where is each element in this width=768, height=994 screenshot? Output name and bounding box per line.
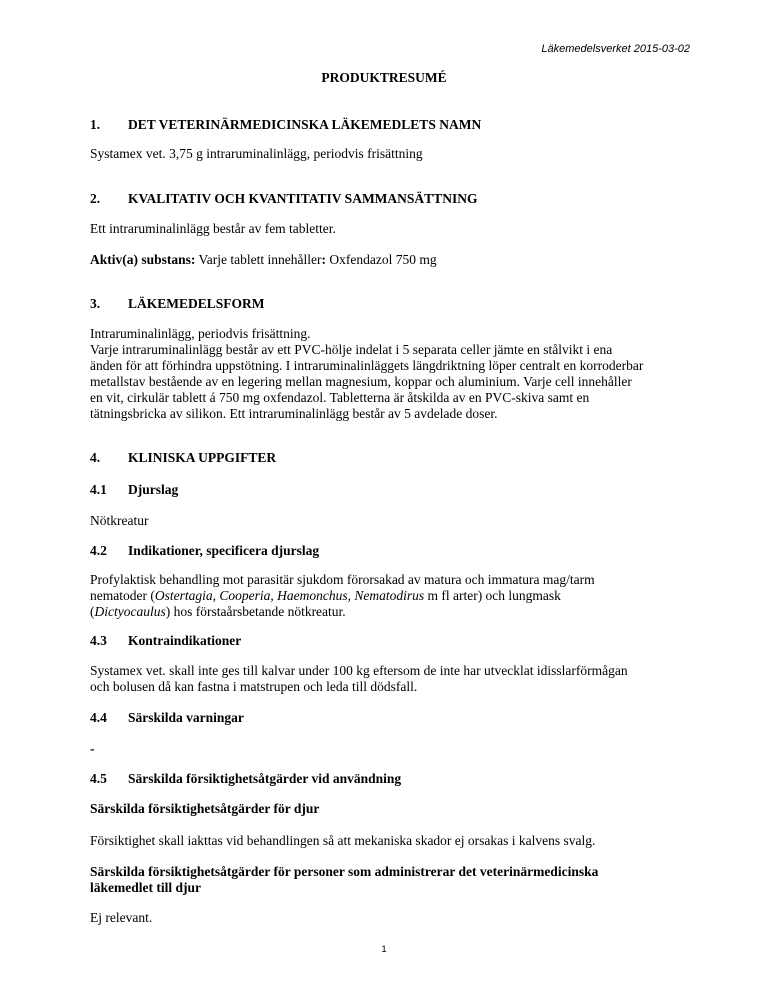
section-4-1-heading (90, 482, 690, 498)
paragraph-line: tätningsbricka av silikon. Ett intraruminalinlägg består av 5 avdelade doser. (90, 406, 498, 421)
text-run: ( (90, 604, 95, 619)
section-title: DET VETERINÄRMEDICINSKA LÄKEMEDLETS NAMN (128, 117, 482, 132)
section-number: 4.1 (90, 482, 107, 497)
precautions-persons-text: Ej relevant. (90, 910, 153, 925)
paragraph-line: Särskilda försiktighetsåtgärder för personer som administrerar det veterinärmedicinska (90, 864, 599, 879)
species-names-italic: Dictyocaulus (94, 604, 166, 619)
section-title: Kontraindikationer (128, 633, 242, 648)
text-run: nematoder ( (90, 588, 155, 603)
section-3-heading (90, 296, 690, 312)
paragraph-line: en vit, cirkulär tablett á 750 mg oxfendazol. Tabletterna är åtskilda av en PVC-skiva samt en (90, 390, 590, 405)
composition-text: Ett intraruminalinlägg består av fem tabletter. (90, 221, 336, 236)
header-date: Läkemedelsverket 2015-03-02 (541, 43, 690, 55)
precautions-animals-text: Försiktighet skall iakttas vid behandlingen så att mekaniska skador ej orsakas i kalvens svalg. (90, 833, 596, 848)
section-4-3-heading (90, 633, 690, 649)
section-1-heading (90, 117, 690, 133)
active-substance-value: Oxfendazol 750 mg (325, 252, 437, 267)
paragraph-line: Varje intraruminalinlägg består av ett PVC-hölje indelat i 5 separata celler jämte en stålvikt i ena (90, 342, 613, 357)
paragraph-line (90, 604, 690, 620)
subheading-persons (90, 864, 690, 896)
active-substance-mid: Varje tablett innehåller (195, 252, 322, 267)
section-number: 4.3 (90, 633, 107, 648)
dosage-form-paragraph (90, 326, 690, 422)
section-number: 3. (90, 296, 101, 311)
active-substance-colon: : (321, 252, 326, 267)
section-number: 4.4 (90, 710, 107, 725)
paragraph-line: Systamex vet. skall inte ges till kalvar under 100 kg eftersom de inte har utvecklat idisslarförmågan (90, 663, 628, 678)
warnings-text: - (90, 741, 95, 756)
section-number: 4.2 (90, 543, 107, 558)
document-title: PRODUKTRESUMÉ (321, 70, 447, 85)
section-4-5-heading (90, 771, 690, 787)
section-number: 4. (90, 450, 101, 465)
paragraph-line: läkemedlet till djur (90, 880, 201, 895)
section-4-2-heading (90, 543, 690, 559)
section-4-4-heading (90, 710, 690, 726)
active-substance-label: Aktiv(a) substans: (90, 252, 196, 267)
species-text: Nötkreatur (90, 513, 149, 528)
indications-paragraph (90, 572, 690, 620)
section-2-heading (90, 191, 690, 207)
section-title: KVALITATIV OCH KVANTITATIV SAMMANSÄTTNING (128, 191, 478, 206)
section-number: 4.5 (90, 771, 107, 786)
paragraph-line: metallstav bestående av en legering mellan magnesium, koppar och aluminium. Varje cell innehåller (90, 374, 632, 389)
product-name-text: Systamex vet. 3,75 g intraruminalinlägg, periodvis frisättning (90, 146, 423, 161)
section-title: Särskilda varningar (128, 710, 244, 725)
paragraph-line (90, 588, 690, 604)
section-number: 1. (90, 117, 101, 132)
section-title: KLINISKA UPPGIFTER (128, 450, 277, 465)
species-names-italic: Ostertagia, Cooperia, Haemonchus, Nematodirus (154, 588, 425, 603)
paragraph-line: Profylaktisk behandling mot parasitär sjukdom förorsakad av matura och immatura mag/tarm (90, 572, 595, 587)
paragraph-line: Intraruminalinlägg, periodvis frisättning. (90, 326, 311, 341)
active-substance-line (90, 252, 690, 268)
paragraph-line: änden för att förhindra uppstötning. I intraruminalinläggets längdriktning löper centralt en korroderbar (90, 358, 644, 373)
contraindications-paragraph (90, 663, 690, 695)
paragraph-line: och bolusen då kan fastna i matstrupen och leda till dödsfall. (90, 679, 418, 694)
section-number: 2. (90, 191, 101, 206)
subheading-animals: Särskilda försiktighetsåtgärder för djur (90, 801, 320, 816)
section-title: Djurslag (128, 482, 179, 497)
text-run: m fl arter) och lungmask (424, 588, 561, 603)
section-title: LÄKEMEDELSFORM (128, 296, 265, 311)
page-number: 1 (381, 944, 387, 955)
section-title: Indikationer, specificera djurslag (128, 543, 320, 558)
text-run: ) hos förstaårsbetande nötkreatur. (165, 604, 346, 619)
section-title: Särskilda försiktighetsåtgärder vid användning (128, 771, 402, 786)
section-4-heading (90, 450, 690, 466)
